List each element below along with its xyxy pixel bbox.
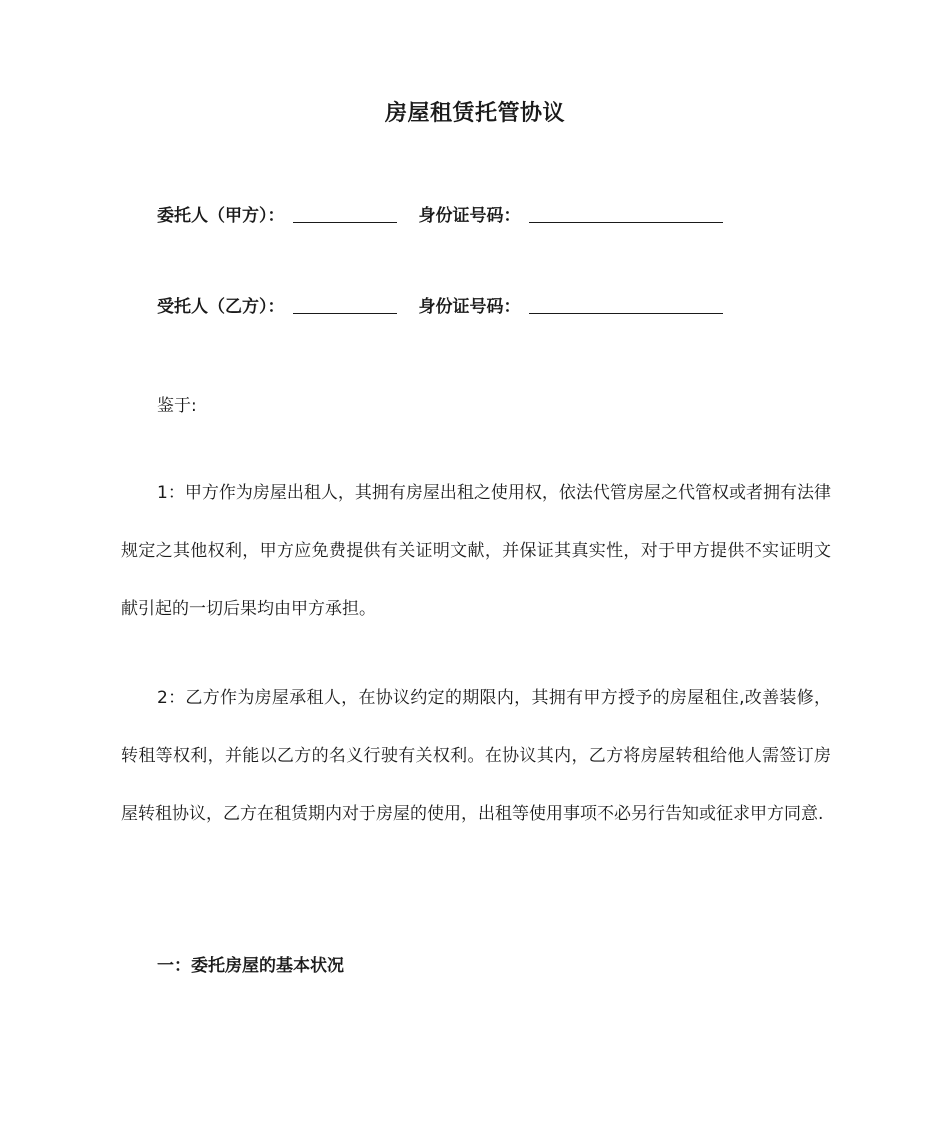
party-b-name-blank: [293, 295, 397, 314]
paragraph-2: 2：乙方作为房屋承租人，在协议约定的期限内，其拥有甲方授予的房屋租住,改善装修，转租等权利，并能以乙方的名义行驶有关权利。在协议其内，乙方将房屋转租给他人需签订房屋转租协议，乙方在租赁期内对于房屋的使用，出租等使用事项不必另行告知或征求甲方同意.: [121, 688, 831, 824]
party-a-label: 委托人（甲方）：: [157, 206, 285, 226]
party-a-name-blank: [293, 204, 397, 223]
party-b-label: 受托人（乙方）：: [157, 297, 285, 317]
party-a-id-label: 身份证号码：: [418, 206, 521, 226]
section-heading: 一：委托房屋的基本状况: [157, 956, 344, 976]
whereas-label: 鉴于:: [157, 396, 197, 416]
party-b-id-label: 身份证号码：: [418, 297, 521, 317]
party-a-id-blank: [529, 204, 723, 223]
party-b-row: [157, 287, 723, 317]
paragraph-1: 1：甲方作为房屋出租人，其拥有房屋出租之使用权，依法代管房屋之代管权或者拥有法律规定之其他权利，甲方应免费提供有关证明文献，并保证其真实性，对于甲方提供不实证明文献引起的一切后果均由甲方承担。: [121, 483, 831, 619]
document-title: 房屋租赁托管协议: [384, 101, 565, 126]
party-a-row: [157, 196, 723, 226]
party-b-id-blank: [529, 295, 723, 314]
